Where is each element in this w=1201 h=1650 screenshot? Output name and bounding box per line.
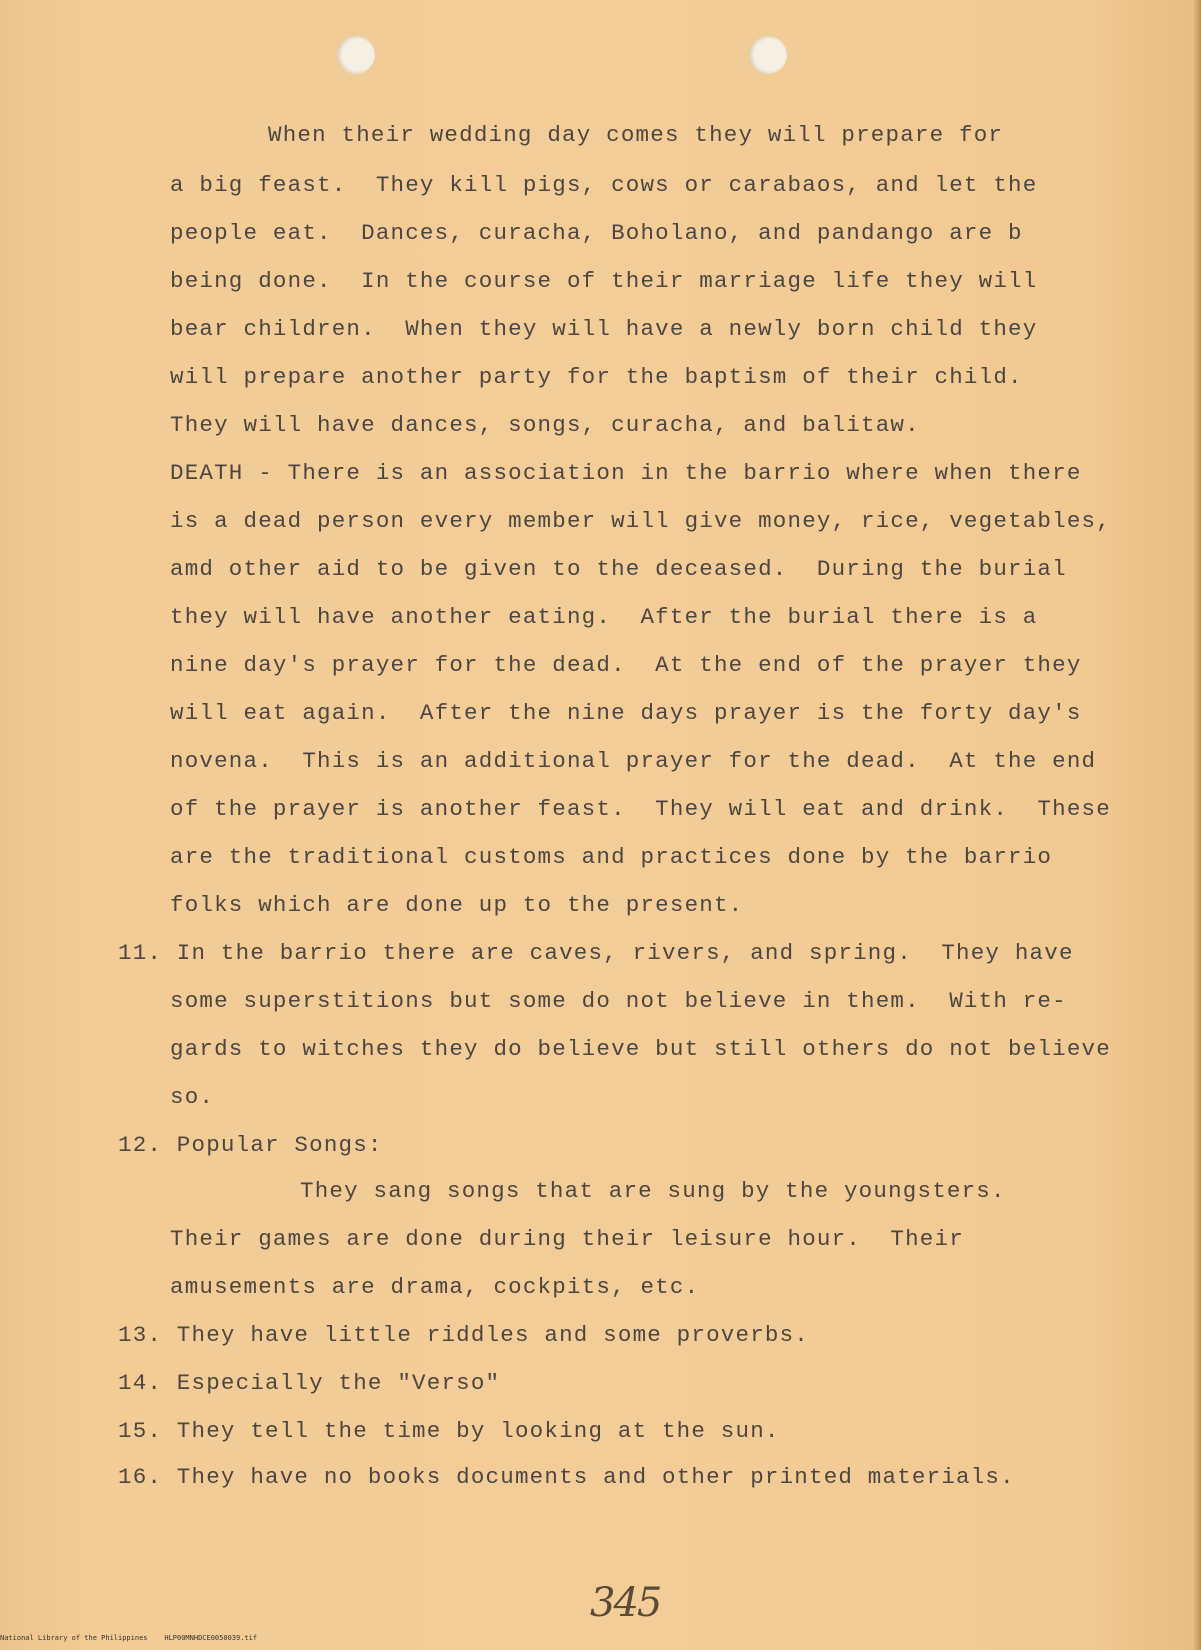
text-line: folks which are done up to the present. [170, 892, 744, 918]
text-line: When their wedding day comes they will prepare for [268, 122, 1004, 148]
text-line: some superstitions but some do not believe in them. With re- [170, 988, 1067, 1014]
punch-hole-left [337, 36, 375, 74]
item-12-line: 12. Popular Songs: [118, 1132, 383, 1158]
handwritten-page-number: 345 [590, 1580, 661, 1626]
text-line: They sang songs that are sung by the youngsters. [300, 1178, 1006, 1204]
text-line: bear children. When they will have a newly born child they [170, 316, 1038, 342]
item-15-line: 15. They tell the time by looking at the sun. [118, 1418, 780, 1444]
text-line: a big feast. They kill pigs, cows or carabaos, and let the [170, 172, 1038, 198]
text-line: being done. In the course of their marriage life they will [170, 268, 1038, 294]
text-line: are the traditional customs and practices done by the barrio [170, 844, 1053, 870]
text-line: they will have another eating. After the burial there is a [170, 604, 1038, 630]
item-13-line: 13. They have little riddles and some proverbs. [118, 1322, 810, 1348]
text-line: is a dead person every member will give money, rice, vegetables, [170, 508, 1111, 534]
text-line: so. [170, 1084, 215, 1110]
item-14-line: 14. Especially the "Verso" [118, 1370, 501, 1396]
archive-footer: National Library of the Philippines HLP00MNHDCE0050039.tif [0, 1634, 258, 1642]
text-line: of the prayer is another feast. They will eat and drink. These [170, 796, 1111, 822]
text-line: Their games are done during their leisure hour. Their [170, 1226, 964, 1252]
text-line: nine day's prayer for the dead. At the end of the prayer they [170, 652, 1082, 678]
text-line: They will have dances, songs, curacha, and balitaw. [170, 412, 920, 438]
text-line: will prepare another party for the baptism of their child. [170, 364, 1023, 390]
item-16-line: 16. They have no books documents and other printed materials. [118, 1464, 1015, 1490]
item-11-line: 11. In the barrio there are caves, rivers, and spring. They have [118, 940, 1074, 966]
text-line: amusements are drama, cockpits, etc. [170, 1274, 700, 1300]
paper-edge-shadow [1193, 0, 1201, 1650]
punch-hole-right [749, 36, 787, 74]
text-line: amd other aid to be given to the deceased. During the burial [170, 556, 1067, 582]
text-line: will eat again. After the nine days prayer is the forty day's [170, 700, 1082, 726]
text-line: gards to witches they do believe but still others do not believe [170, 1036, 1111, 1062]
text-line: people eat. Dances, curacha, Boholano, and pandango are b [170, 220, 1023, 246]
death-heading-line: DEATH - There is an association in the barrio where when there [170, 460, 1082, 486]
text-line: novena. This is an additional prayer for the dead. At the end [170, 748, 1097, 774]
